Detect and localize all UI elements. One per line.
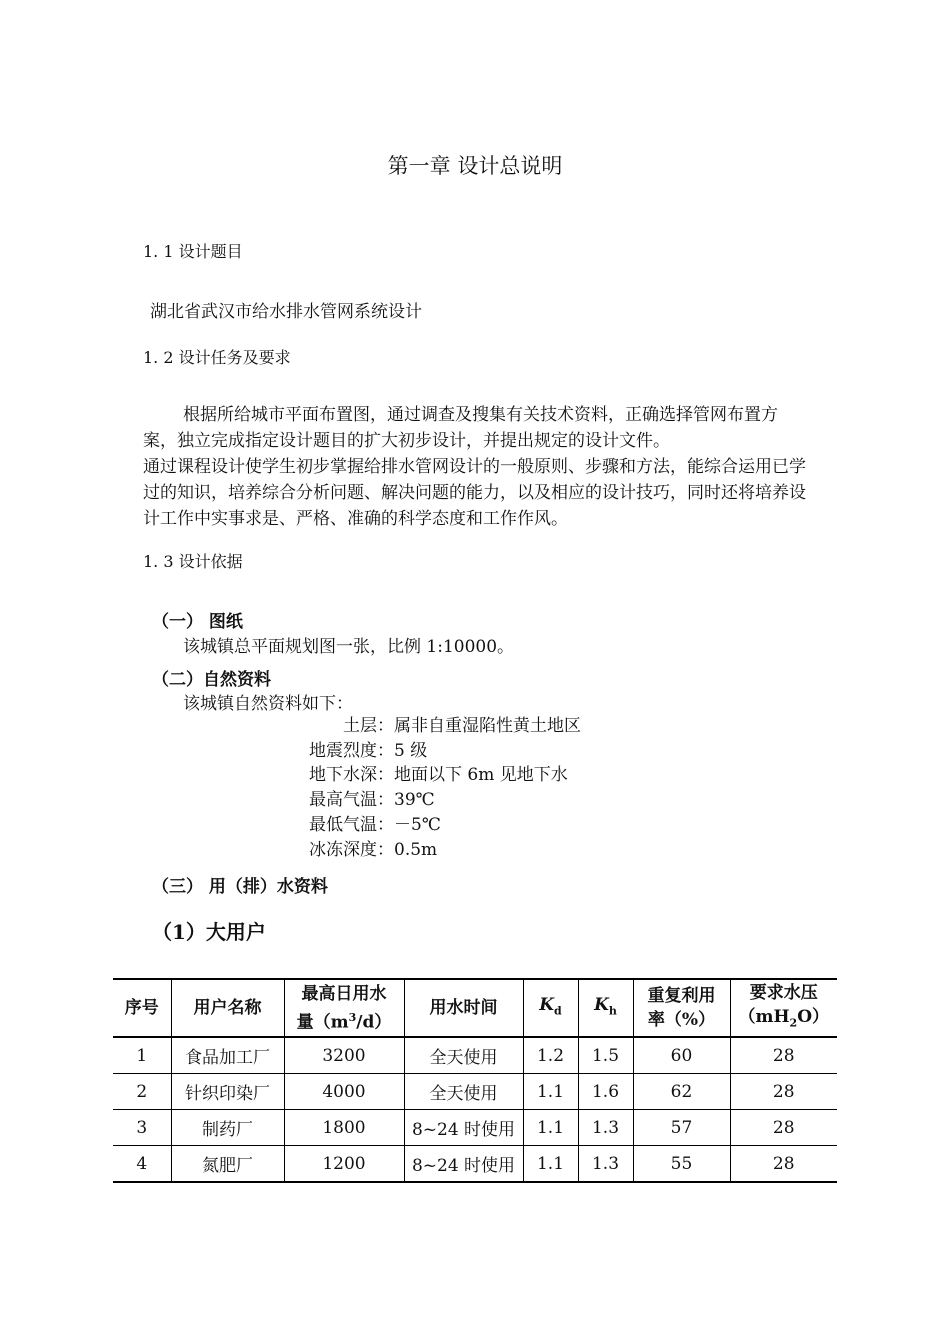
task-paragraph: 通过课程设计使学生初步掌握给排水管网设计的一般原则、步骤和方法，能综合运用已学过的知识，培养综合分析问题、解决问题的能力，以及相应的设计技巧，同时还将培养设计工作中实事求是、严格、准确的科学态度和工作作风。 (143, 457, 806, 529)
header-required-pressure: 要求水压 $(mH_2O)$ (730, 979, 837, 1037)
natural-item-label: 最高气温： (309, 790, 394, 811)
task-paragraph: 根据所给城市平面布置图，通过调查及搜集有关技术资料，正确选择管网布置方案，独立完成指定设计题目的扩大初步设计，并提出规定的设计文件。 (143, 405, 778, 451)
natural-item-value: 39℃ (394, 790, 435, 811)
cell-no: 3 (113, 1110, 171, 1146)
task-description (143, 402, 808, 532)
header-kd: $K_d$ (523, 979, 578, 1037)
header-max-daily-water: 最高日用水 量$(m^3/d)$ (284, 979, 404, 1037)
cell-reuse: 57 (633, 1110, 730, 1146)
cell-time: 全天使用 (404, 1074, 523, 1110)
cell-no: 1 (113, 1037, 171, 1074)
cell-no: 2 (113, 1074, 171, 1110)
cell-no: 4 (113, 1146, 171, 1183)
cell-name: 针织印染厂 (171, 1074, 284, 1110)
table-row (113, 1037, 837, 1074)
cell-pressure: 28 (730, 1146, 837, 1183)
drawing-heading: （一） 图纸 (152, 612, 243, 632)
cell-pressure: 28 (730, 1037, 837, 1074)
large-users-heading: （1）大用户 (152, 920, 266, 944)
cell-kd: 1.1 (523, 1110, 578, 1146)
cell-time: 8~24 时使用 (404, 1146, 523, 1183)
cell-time: 8~24 时使用 (404, 1110, 523, 1146)
cell-kd: 1.1 (523, 1146, 578, 1183)
natural-item (297, 838, 627, 863)
header-user-name: 用户名称 (171, 979, 284, 1037)
cell-name: 制药厂 (171, 1110, 284, 1146)
water-data-heading: （三） 用（排）水资料 (152, 877, 328, 897)
natural-item-label: 冰冻深度： (309, 839, 394, 860)
natural-item-label: 地下水深： (309, 765, 394, 786)
design-topic-text: 湖北省武汉市给水排水管网系统设计 (150, 302, 422, 322)
natural-item-label: 最低气温： (309, 814, 394, 835)
natural-data-list (297, 714, 627, 862)
cell-reuse: 55 (633, 1146, 730, 1183)
header-kh: $K_h$ (578, 979, 633, 1037)
cell-kh: 1.3 (578, 1146, 633, 1183)
natural-item (297, 763, 627, 788)
chapter-title: 第一章 设计总说明 (387, 154, 563, 178)
large-users-table (113, 978, 837, 1183)
natural-item (297, 739, 627, 764)
natural-item-label: 地震烈度： (309, 740, 394, 761)
section-heading-tasks: 1. 2 设计任务及要求 (143, 348, 291, 367)
header-no: 序号 (113, 979, 171, 1037)
cell-flow: 3200 (284, 1037, 404, 1074)
natural-data-heading: （二）自然资料 (152, 670, 271, 690)
cell-time: 全天使用 (404, 1037, 523, 1074)
cell-flow: 4000 (284, 1074, 404, 1110)
cell-pressure: 28 (730, 1074, 837, 1110)
drawing-text: 该城镇总平面规划图一张，比例 1:10000。 (183, 637, 515, 657)
natural-item-value: －5℃ (394, 814, 441, 835)
table-header-row (113, 979, 837, 1037)
section-heading-design-topic: 1. 1 设计题目 (143, 242, 243, 261)
cell-name: 食品加工厂 (171, 1037, 284, 1074)
cell-flow: 1200 (284, 1146, 404, 1183)
cell-flow: 1800 (284, 1110, 404, 1146)
natural-item (297, 788, 627, 813)
natural-data-intro: 该城镇自然资料如下： (183, 694, 353, 714)
header-water-time: 用水时间 (404, 979, 523, 1037)
natural-item-value: 地面以下 6m 见地下水 (394, 765, 568, 786)
cell-kd: 1.2 (523, 1037, 578, 1074)
section-heading-basis: 1. 3 设计依据 (143, 552, 243, 571)
cell-kd: 1.1 (523, 1074, 578, 1110)
cell-kh: 1.3 (578, 1110, 633, 1146)
table-row (113, 1110, 837, 1146)
cell-reuse: 60 (633, 1037, 730, 1074)
cell-reuse: 62 (633, 1074, 730, 1110)
natural-item-label: 土层： (343, 716, 394, 736)
cell-name: 氮肥厂 (171, 1146, 284, 1183)
cell-kh: 1.6 (578, 1074, 633, 1110)
table-row (113, 1074, 837, 1110)
cell-pressure: 28 (730, 1110, 837, 1146)
natural-item-value: 0.5m (394, 839, 438, 860)
table-row (113, 1146, 837, 1183)
natural-item-value: 属非自重湿陷性黄土地区 (394, 716, 581, 736)
natural-item-value: 5 级 (394, 740, 428, 761)
natural-item (297, 813, 627, 838)
header-reuse-rate: 重复利用 率（%） (633, 979, 730, 1037)
natural-item (297, 714, 627, 739)
cell-kh: 1.5 (578, 1037, 633, 1074)
